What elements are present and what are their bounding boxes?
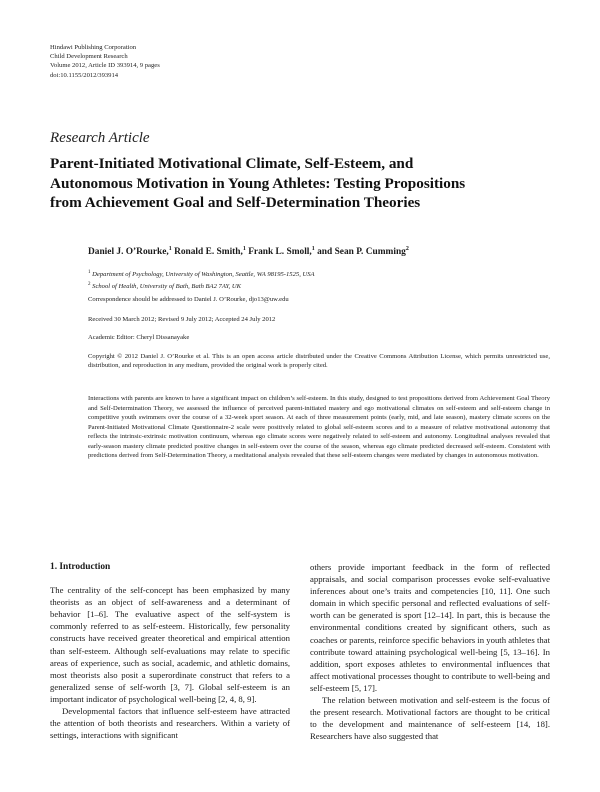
paragraph: The centrality of the self-concept has been emphasized by many theorists as an object of self-awareness and a determinant of behavior [1–6]. The evaluative aspect of the self-system is commonly referred to as self-esteem. Historically, few personality constructs have received greater theoretical and empirical attention than self-esteem. Although self-evaluations may relate to specific areas of experience, such as social, academic, and athletic domains, most theorists also posit a superordinate construct that refers to a generalized sense of self-worth [3, 7]. Global self-esteem is an important indicator of psychological well-being [2, 4, 8, 9]. [50, 585, 290, 704]
affiliation-marker: 2 [88, 281, 91, 287]
publisher-info [50, 43, 160, 80]
affiliation-marker: 1 [168, 246, 172, 252]
affiliation-marker: 2 [405, 246, 409, 252]
journal-name: Child Development Research [50, 53, 128, 61]
affiliation-marker: 1 [242, 246, 246, 252]
affiliation-text: Department of Psychology, University of Washington, Seattle, WA 98195-1525, USA [92, 271, 315, 279]
author-name[interactable]: Frank L. Smoll, [248, 247, 312, 258]
paragraph: The relation between motivation and self-esteem is the focus of the present research. Motivational factors are thought to be critical to the development and maintenance of self-esteem [14, 18]. Researchers have also suggested that [310, 695, 550, 742]
article-type: Research Article [50, 130, 150, 146]
abstract: Interactions with parents are known to have a significant impact on children’s self-esteem. In this study, designed to test propositions derived from Achievement Goal Theory and Self-Determination Theory, we assessed the influence of perceived parent-initiated mastery and ego motivational climates on self-esteem and self-esteem change in competitive youth swimmers over the course of a 32-week sport season. At each of three measurement points (early, mid, and late season), mastery climate scores on the Parent-Initiated Motivational Climate Questionnaire-2 scale were positively related to global self-esteem scores and to a measure of relative motivational autonomy that reflects the intrinsic-extrinsic motivation continuum, whereas ego climate scores were negatively related to self-esteem and autonomy. Longitudinal analyses revealed that early-season mastery climate predicted positive changes in self-esteem over the course of the season, whereas ego climate predicted decreased self-esteem. Consistent with predictions derived from Self-Determination Theory, a meditational analysis revealed that these self-esteem changes were mediated by changes in autonomous motivation. [88, 395, 550, 459]
title-line: Parent-Initiated Motivational Climate, Self-Esteem, and [50, 155, 414, 172]
paragraph: Developmental factors that influence self-esteem have attracted the attention of both theorists and researchers. Within a variety of settings, interactions with significant [50, 706, 290, 741]
correspondence: Correspondence should be addressed to Daniel J. O’Rourke, djo13@uw.edu [88, 296, 289, 303]
copyright-notice: Copyright © 2012 Daniel J. O’Rourke et al. This is an open access article distributed under the Creative Commons Attribution License, which permits unrestricted use, distribution, and reproduction in any medium, provided the original work is properly cited. [88, 353, 550, 370]
section-heading: 1. Introduction [50, 562, 111, 572]
author-list [88, 246, 409, 257]
affiliation-line [88, 280, 315, 292]
author-name[interactable]: Ronald E. Smith, [174, 247, 243, 258]
affiliation-text: School of Health, University of Bath, Bath BA2 7AY, UK [92, 282, 241, 290]
column-left [50, 561, 290, 741]
volume-info: Volume 2012, Article ID 393914, 9 pages [50, 62, 160, 70]
affiliation-marker: 1 [88, 270, 91, 275]
author-name[interactable]: and Sean P. Cumming [317, 247, 406, 258]
academic-editor: Academic Editor: Cheryl Dissanayake [88, 334, 190, 341]
title-line: from Achievement Goal and Self-Determination Theories [50, 194, 421, 211]
paragraph: others provide important feedback in the form of reflected appraisals, and social comparison processes evoke self-evaluative inferences about one’s traits and competencies [10, 11]. One such domain in which specific personal and reflected evaluations of self-worth can be generated is sport [12–14]. In part, this is because the environmental conditions created by significant others, such as coaches or parents, reinforce specific behaviors in youth athletes that contribute toward attaining psychological well-being [5, 13–16]. In addition, sport exposes athletes to environmental influences that affect motivational processes thought to contribute to well-being and self-esteem [5, 17]. [310, 562, 550, 693]
affiliation-marker: 1 [311, 246, 315, 252]
affiliations [88, 268, 315, 291]
publisher-name: Hindawi Publishing Corporation [50, 44, 137, 51]
author-name[interactable]: Daniel J. O’Rourke, [88, 247, 169, 258]
affiliation-line [88, 268, 315, 280]
article-title [50, 154, 550, 213]
publication-dates: Received 30 March 2012; Revised 9 July 2012; Accepted 24 July 2012 [88, 316, 276, 323]
title-line: Autonomous Motivation in Young Athletes: Testing Propositions [50, 174, 466, 192]
doi[interactable]: doi:10.1155/2012/393914 [50, 71, 119, 79]
column-right [310, 561, 550, 742]
